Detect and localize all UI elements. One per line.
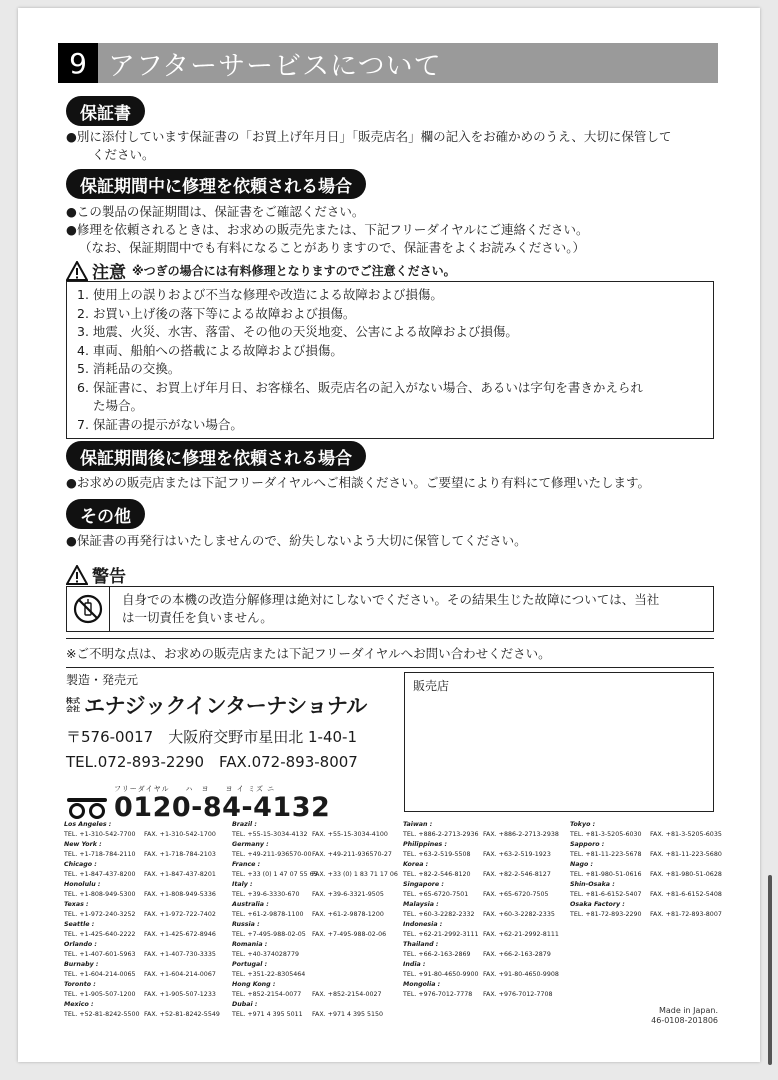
office-fax: FAX. +1-808-949-5336: [144, 891, 216, 898]
warning-icon-cell: [67, 587, 110, 631]
office-city: Romania :: [232, 941, 268, 948]
document-code: 46-0108-201806: [651, 1016, 718, 1025]
document-page: [18, 8, 760, 1062]
office-fax: FAX. +81-980-51-0628: [650, 871, 722, 878]
office-fax: FAX. +1-718-784-2103: [144, 851, 216, 858]
office-contact-row: [232, 950, 398, 960]
office-fax: FAX. +60-3-2282-2335: [483, 911, 555, 918]
office-column-3: [403, 820, 559, 1000]
office-city: Indonesia :: [403, 921, 443, 928]
office-tel: TEL. +971 4 395 5011: [232, 1011, 303, 1018]
shop-stamp-box: [404, 672, 714, 812]
freedial-icon: [66, 797, 108, 819]
office-fax: FAX. +91-80-4650-9908: [483, 971, 559, 978]
office-contact-row: [570, 910, 722, 920]
office-city: Singapore :: [403, 881, 444, 888]
office-contact-row: [64, 1010, 220, 1020]
caution-item: 4. 車両、船舶への搭載による故障および損傷。: [77, 342, 343, 358]
after-warranty-heading: 保証期間後に修理を依頼される場合: [66, 441, 366, 471]
office-tel: TEL. +61-2-9878-1100: [232, 911, 304, 918]
warning-box: [66, 586, 714, 632]
freedial-ruby: フリーダイヤル ハ ヨ ヨ イ ミズ ニ: [114, 785, 276, 793]
office-contact-row: [403, 870, 559, 880]
office-tel: TEL. +81-11-223-5678: [570, 851, 642, 858]
office-city: Philippines :: [403, 841, 447, 848]
office-fax: FAX. +1-425-672-8946: [144, 931, 216, 938]
caution-label: 注意: [92, 263, 126, 283]
office-tel: TEL. +1-718-784-2110: [64, 851, 136, 858]
office-fax: FAX. +61-2-9878-1200: [312, 911, 384, 918]
office-city: Italy :: [232, 881, 253, 888]
office-city: Honolulu :: [64, 881, 101, 888]
office-column-4: [570, 820, 722, 920]
office-fax: FAX. +81-11-223-5680: [650, 851, 722, 858]
office-column-1: [64, 820, 220, 1020]
office-city: Germany :: [232, 841, 269, 848]
office-city: Mongolia :: [403, 981, 441, 988]
office-tel: TEL. +1-604-214-0065: [64, 971, 136, 978]
office-tel: TEL. +40-374028779: [232, 951, 299, 958]
during-line-3: （なお、保証期間中でも有料になることがありますので、保証書をよくお読みください。）: [79, 240, 586, 255]
office-fax: FAX. +82-2-546-8127: [483, 871, 551, 878]
office-contact-row: [232, 910, 398, 920]
office-city: Portugal :: [232, 961, 268, 968]
during-warranty-text: [66, 203, 726, 257]
scrollbar[interactable]: [768, 875, 772, 1065]
office-tel: TEL. +1-847-437-8200: [64, 871, 136, 878]
office-fax: FAX. +1-604-214-0067: [144, 971, 216, 978]
office-tel: TEL. +63-2-519-5508: [403, 851, 471, 858]
office-tel: TEL. +49-211-936570-00: [232, 851, 312, 858]
freedial-number: 0120-84-4132: [114, 792, 331, 823]
caution-item: 6. 保証書に、お買上げ年月日、お客様名、販売店名の記入がない場合、あるいは字句を書きかえられ: [77, 379, 643, 395]
office-fax: FAX. +66-2-163-2879: [483, 951, 551, 958]
office-tel: TEL. +82-2-546-8120: [403, 871, 471, 878]
office-city: Burnaby :: [64, 961, 99, 968]
office-city: Korea :: [403, 861, 429, 868]
office-tel: TEL. +55-15-3034-4132: [232, 831, 308, 838]
section-title: アフターサービスについて: [108, 50, 442, 82]
office-tel: TEL. +852-2154-0077: [232, 991, 302, 998]
office-city: Chicago :: [64, 861, 97, 868]
office-contact-row: [232, 930, 398, 940]
office-city: Australia :: [232, 901, 269, 908]
office-city: Tokyo :: [570, 821, 596, 828]
warranty-heading: 保証書: [66, 96, 145, 126]
office-contact-row: [232, 990, 398, 1000]
warranty-text: [66, 128, 726, 164]
office-fax: FAX. +971 4 395 5150: [312, 1011, 384, 1018]
warning-triangle-icon: [66, 261, 88, 281]
warning-line-1: 自身での本機の改造分解修理は絶対にしないでください。その結果生じた故障については、当社: [122, 592, 660, 607]
office-contact-row: [64, 970, 220, 980]
office-contact-row: [403, 890, 559, 900]
company-logo: [66, 690, 367, 720]
office-tel: TEL. +351-22-8305464: [232, 971, 306, 978]
office-city: India :: [403, 961, 426, 968]
office-fax: FAX. +33 (0) 1 83 71 17 06: [312, 871, 398, 878]
office-tel: TEL. +1-905-507-1200: [64, 991, 136, 998]
kabu-line-2: 会社: [66, 705, 80, 713]
office-city: Orlando :: [64, 941, 97, 948]
office-tel: TEL. +81-72-893-2290: [570, 911, 642, 918]
office-city: Sapporo :: [570, 841, 605, 848]
office-contact-row: [232, 830, 398, 840]
office-city: Texas :: [64, 901, 89, 908]
office-fax: FAX. +1-407-730-3335: [144, 951, 216, 958]
maker-label: 製造・発売元: [66, 673, 139, 687]
office-tel: TEL. +33 (0) 1 47 07 55 65: [232, 871, 318, 878]
during-line-1: ●この製品の保証期間は、保証書をご確認ください。: [66, 204, 365, 219]
after-warranty-text: ●お求めの販売店または下記フリーダイヤルへご相談ください。ご要望により有料にて修理いたします。: [66, 475, 651, 490]
warning-line-2: は一切責任を負いません。: [122, 610, 273, 625]
caution-list-box: [66, 281, 714, 439]
office-tel: TEL. +1-808-949-5300: [64, 891, 136, 898]
office-city: Nago :: [570, 861, 594, 868]
made-in-footer: [651, 1006, 718, 1026]
office-tel: TEL. +1-972-240-3252: [64, 911, 136, 918]
office-city: Taiwan :: [403, 821, 433, 828]
office-tel: TEL. +39-6-3330-670: [232, 891, 300, 898]
caution-item: 7. 保証書の提示がない場合。: [77, 416, 243, 432]
office-contact-row: [232, 970, 398, 980]
warning-heading: [66, 562, 126, 587]
office-city: Osaka Factory :: [570, 901, 625, 908]
during-line-2: ●修理を依頼されるときは、お求めの販売先または、下記フリーダイヤルにご連絡ください。: [66, 222, 589, 237]
office-fax: FAX. +1-310-542-1700: [144, 831, 216, 838]
warranty-line-1: ●別に添付しています保証書の「お買上げ年月日」「販売店名」欄の記入をお確かめのうえ、大切に保管して: [66, 129, 672, 144]
office-tel: TEL. +60-3-2282-2332: [403, 911, 475, 918]
warranty-line-2: ください。: [92, 147, 155, 162]
office-fax: FAX. +39-6-3321-9505: [312, 891, 384, 898]
during-warranty-heading: 保証期間中に修理を依頼される場合: [66, 169, 366, 199]
caution-item: 2. お買い上げ後の落下等による故障および損傷。: [77, 305, 356, 321]
office-contact-row: [232, 1010, 398, 1020]
office-contact-row: [570, 890, 722, 900]
kabu-line-1: 株式: [66, 697, 80, 705]
office-contact-row: [403, 950, 559, 960]
caution-heading: [66, 258, 456, 283]
office-contact-row: [403, 910, 559, 920]
office-contact-row: [232, 870, 398, 880]
office-contact-row: [64, 870, 220, 880]
office-fax: FAX. +852-2154-0027: [312, 991, 382, 998]
office-city: Shin-Osaka :: [570, 881, 615, 888]
office-contact-row: [570, 870, 722, 880]
office-fax: FAX. +62-21-2992-8111: [483, 931, 559, 938]
caution-list: [67, 286, 713, 434]
office-city: Hong Kong :: [232, 981, 276, 988]
office-fax: FAX. +81-72-893-8007: [650, 911, 722, 918]
office-fax: FAX. +55-15-3034-4100: [312, 831, 388, 838]
caution-note: ※つぎの場合には有料修理となりますのでご注意ください。: [132, 264, 456, 278]
office-city: Malaysia :: [403, 901, 439, 908]
inquiry-notice: ※ご不明な点は、お求めの販売店または下記フリーダイヤルへお問い合わせください。: [66, 638, 714, 668]
office-city: Toronto :: [64, 981, 96, 988]
office-city: Los Angeles :: [64, 821, 112, 828]
office-tel: TEL. +62-21-2992-3111: [403, 931, 479, 938]
office-tel: TEL. +81-980-51-0616: [570, 871, 642, 878]
office-contact-row: [570, 850, 722, 860]
caution-item-continued: た場合。: [93, 398, 144, 413]
office-contact-row: [64, 930, 220, 940]
office-tel: TEL. +1-425-640-2222: [64, 931, 136, 938]
company-name: エナジックインターナショナル: [84, 694, 367, 718]
office-fax: FAX. +7-495-988-02-06: [312, 931, 387, 938]
other-text: ●保証書の再発行はいたしませんので、紛失しないよう大切に保管してください。: [66, 533, 527, 548]
office-contact-row: [570, 830, 722, 840]
caution-item: 5. 消耗品の交換。: [77, 361, 181, 376]
office-fax: FAX. +1-905-507-1233: [144, 991, 216, 998]
office-contact-row: [403, 990, 559, 1000]
office-fax: FAX. +1-972-722-7402: [144, 911, 216, 918]
warning-text: [110, 591, 665, 627]
caution-item: 3. 地震、火災、水害、落雷、その他の天災地変、公害による故障および損傷。: [77, 324, 518, 339]
office-city: Thailand :: [403, 941, 439, 948]
office-city: France :: [232, 861, 261, 868]
office-city: Russia :: [232, 921, 260, 928]
office-contact-row: [403, 830, 559, 840]
office-fax: FAX. +65-6720-7505: [483, 891, 549, 898]
office-contact-row: [64, 850, 220, 860]
office-tel: TEL. +886-2-2713-2936: [403, 831, 479, 838]
office-fax: FAX. +976-7012-7708: [483, 991, 553, 998]
office-tel: TEL. +52-81-8242-5500: [64, 1011, 140, 1018]
office-contact-row: [232, 850, 398, 860]
office-tel: TEL. +7-495-988-02-05: [232, 931, 306, 938]
no-disassembly-icon: [73, 594, 103, 624]
office-city: Seattle :: [64, 921, 95, 928]
caution-item: 1. 使用上の誤りおよび不当な修理や改造による故障および損傷。: [77, 287, 443, 302]
warning-label: 警告: [92, 567, 126, 587]
section-header: [58, 43, 718, 83]
office-tel: TEL. +65-6720-7501: [403, 891, 469, 898]
made-in-text: Made in Japan.: [658, 1006, 718, 1015]
other-heading: その他: [66, 499, 145, 529]
office-contact-row: [403, 970, 559, 980]
company-address: 〒576-0017 大阪府交野市星田北 1-40-1: [66, 728, 357, 746]
office-city: Brazil :: [232, 821, 257, 828]
office-contact-row: [64, 990, 220, 1000]
freedial: [66, 792, 330, 823]
office-city: Dubai :: [232, 1001, 258, 1008]
office-tel: TEL. +66-2-163-2869: [403, 951, 471, 958]
shop-label: 販売店: [413, 679, 450, 693]
office-fax: FAX. +81-3-5205-6035: [650, 831, 722, 838]
office-fax: FAX. +886-2-2713-2938: [483, 831, 559, 838]
office-tel: TEL. +81-6-6152-5407: [570, 891, 642, 898]
office-contact-row: [64, 950, 220, 960]
company-tel-fax: TEL.072-893-2290 FAX.072-893-8007: [66, 753, 358, 771]
office-city: Mexico :: [64, 1001, 94, 1008]
office-tel: TEL. +1-310-542-7700: [64, 831, 136, 838]
office-fax: FAX. +81-6-6152-5408: [650, 891, 722, 898]
office-fax: FAX. +1-847-437-8201: [144, 871, 216, 878]
office-tel: TEL. +91-80-4650-9900: [403, 971, 479, 978]
office-contact-row: [64, 890, 220, 900]
office-column-2: [232, 820, 398, 1020]
warning-triangle-icon: [66, 565, 88, 585]
office-contact-row: [403, 930, 559, 940]
office-contact-row: [232, 890, 398, 900]
office-contact-row: [403, 850, 559, 860]
section-number: 9: [58, 43, 98, 83]
office-fax: FAX. +63-2-519-1923: [483, 851, 551, 858]
office-contact-row: [64, 830, 220, 840]
office-fax: FAX. +49-211-936570-27: [312, 851, 392, 858]
office-tel: TEL. +1-407-601-5963: [64, 951, 136, 958]
office-city: New York :: [64, 841, 102, 848]
kabushiki-gaisha-mark: [66, 697, 84, 713]
office-fax: FAX. +52-81-8242-5549: [144, 1011, 220, 1018]
office-tel: TEL. +81-3-5205-6030: [570, 831, 642, 838]
office-contact-row: [64, 910, 220, 920]
office-tel: TEL. +976-7012-7778: [403, 991, 473, 998]
